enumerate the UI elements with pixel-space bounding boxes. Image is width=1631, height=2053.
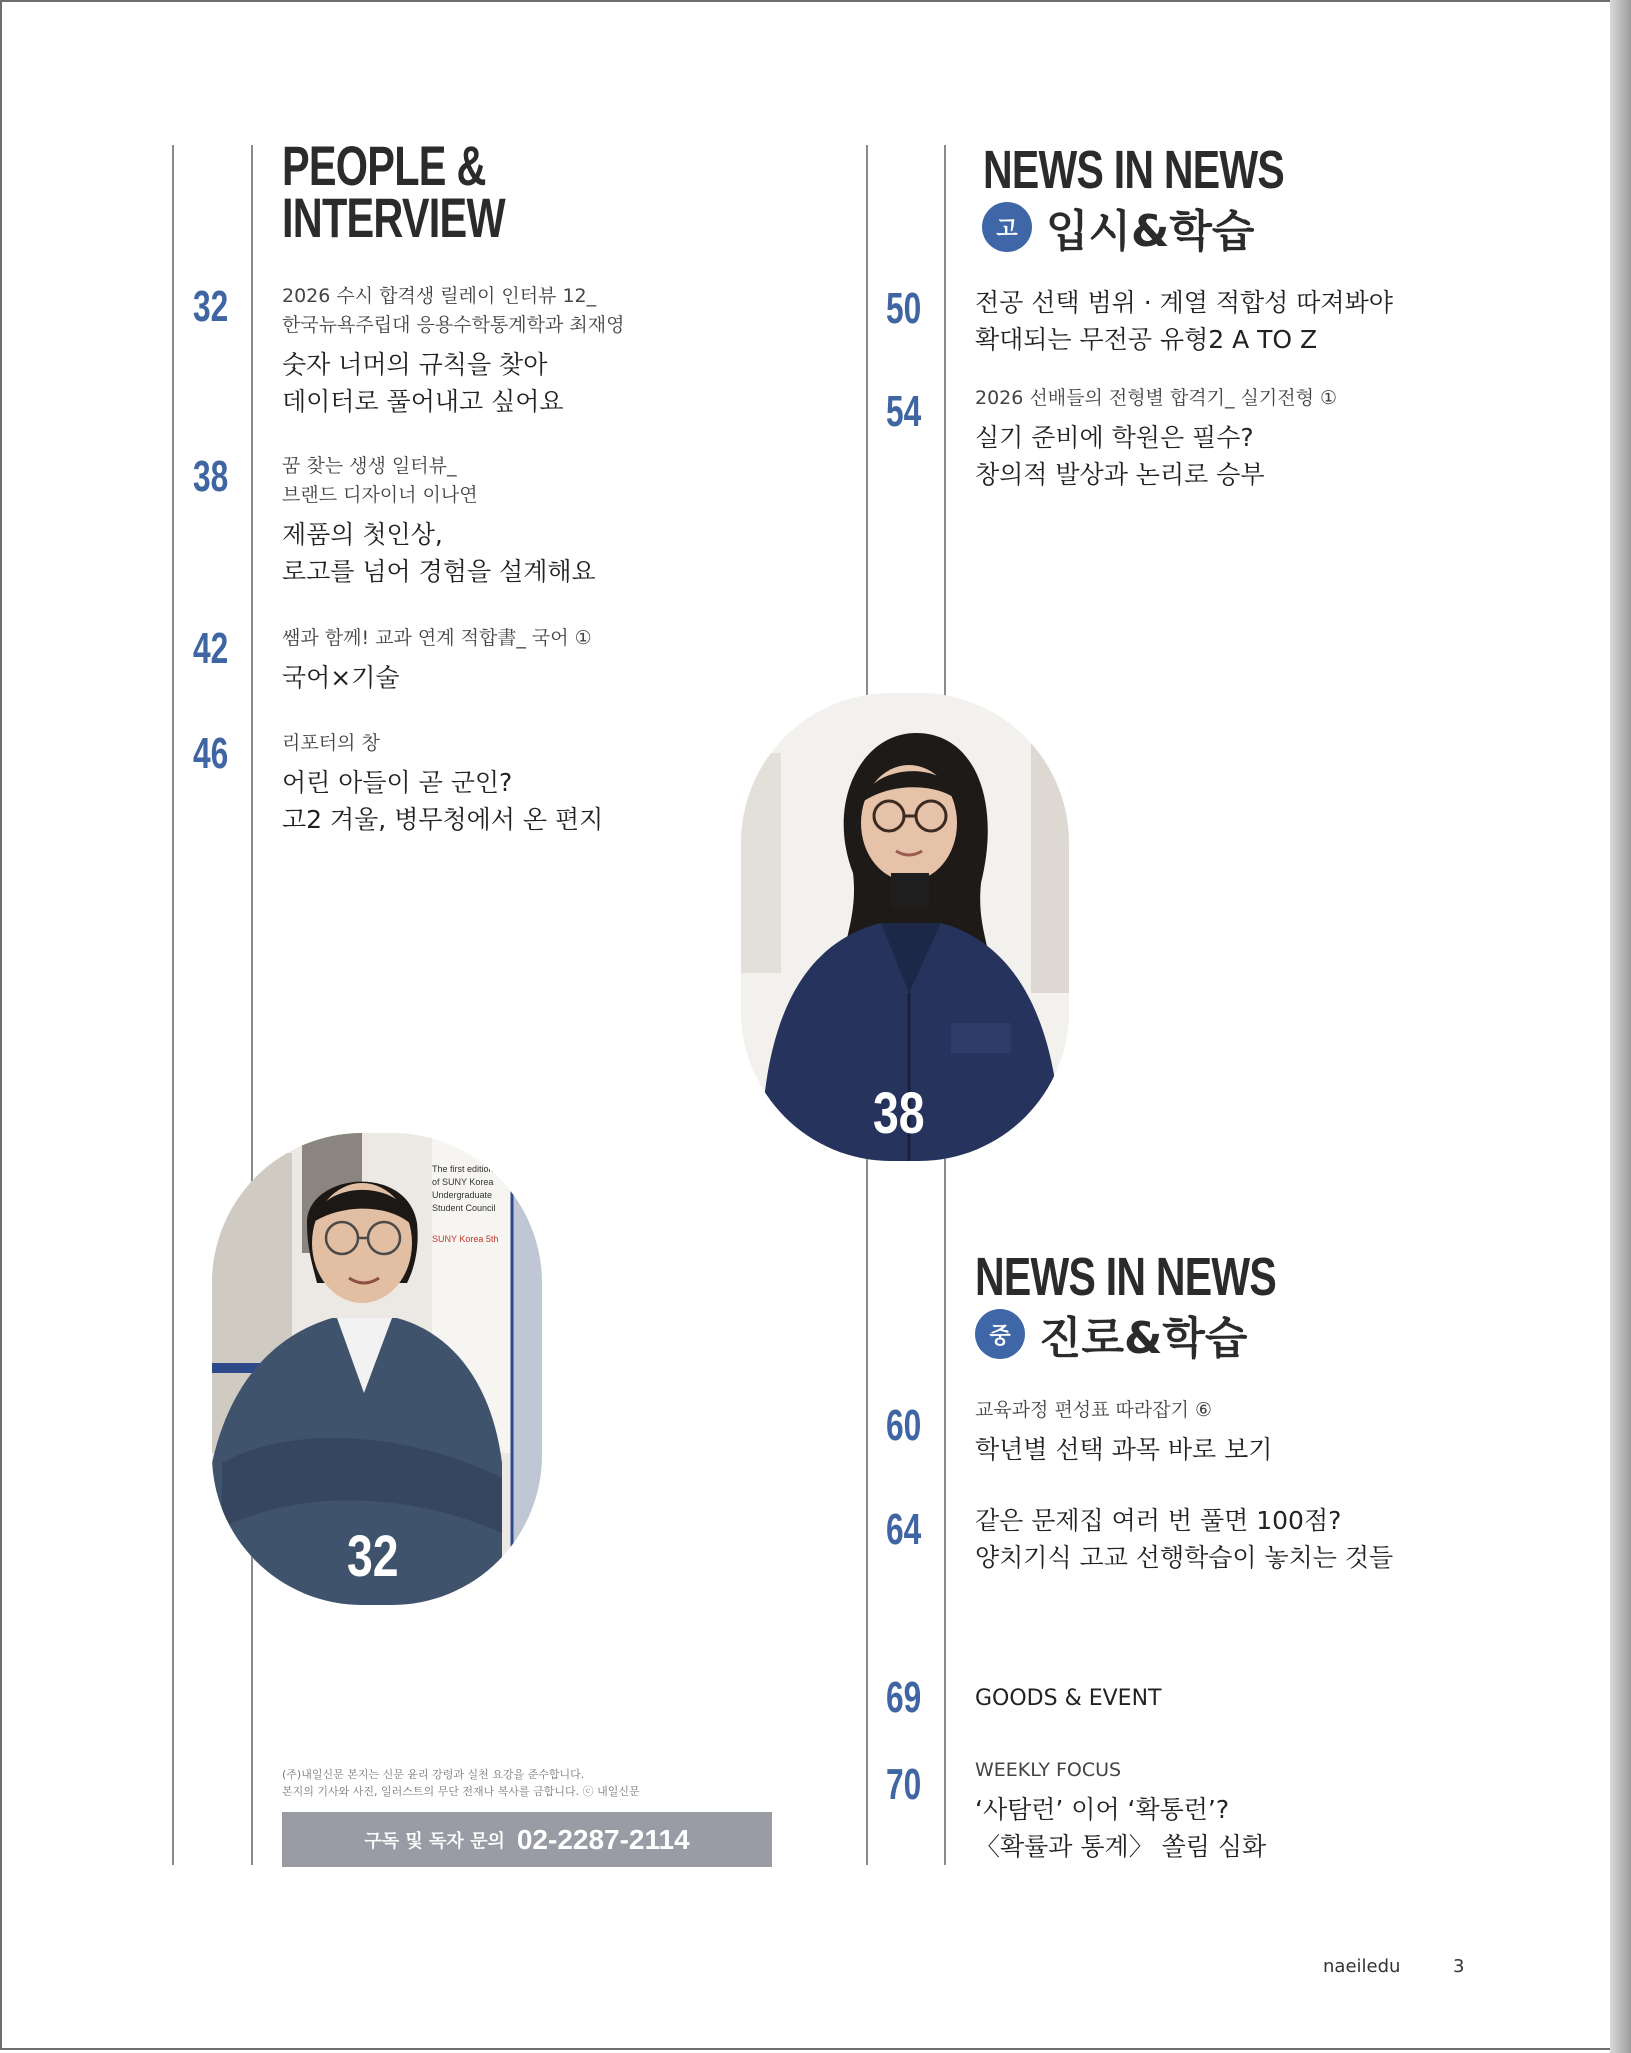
page-number-69: 69 [886,1673,922,1722]
entry-title: 국어×기술 [282,663,400,692]
heading-line-2: INTERVIEW [282,186,505,249]
banner-sign: The first edition of SUNY Korea Undergraduate Student Council SUNY Korea 5th [432,1164,499,1244]
page-number-54: 54 [886,387,922,436]
legal-notice: (주)내일신문 본지는 신문 윤리 강령과 실천 요강을 준수합니다. 본지의 기사와 사진, 일러스트의 무단 전재나 복사를 금합니다. ⓒ 내일신문 [282,1768,640,1798]
entry-kicker: 리포터의 창 [282,732,380,754]
entry-title: ‘사탐런’ 이어 ‘확통런’? 〈확률과 통계〉 쏠림 심화 [975,1795,1267,1861]
footer-brand: naeiledu [1323,1956,1401,1977]
interviewee-photo-38 [741,693,1069,1161]
entry-title: 학년별 선택 과목 바로 보기 [975,1435,1273,1464]
subheading-text: 진로&학습 [1039,1313,1248,1364]
footer-page-number: 3 [1453,1956,1465,1977]
toc-entry-50[interactable] [975,278,1575,358]
page-number-64: 64 [886,1505,922,1554]
entry-kicker: 2026 수시 합격생 릴레이 인터뷰 12_ 한국뉴욕주립대 응용수학통계학과 최재영 [282,285,625,336]
interviewee-photo-32 [212,1133,542,1605]
left-column-rule [251,145,253,1865]
photo-page-label-38: 38 [873,1081,925,1146]
entry-kicker: 꿈 찾는 생생 일터뷰_ 브랜드 디자이너 이나연 [282,455,478,506]
toc-entry-38[interactable] [282,452,842,590]
middle-school-badge: 중 [975,1309,1025,1359]
toc-entry-42[interactable] [282,624,842,696]
high-school-badge: 고 [982,202,1032,252]
entry-title: 같은 문제집 여러 번 풀면 100점? 양치기식 고교 선행학습이 놓치는 것들 [975,1506,1394,1572]
entry-kicker: 쌤과 함께! 교과 연계 적합書_ 국어 ① [282,627,592,649]
toc-entry-64[interactable] [975,1496,1595,1576]
photo-page-label-32: 32 [347,1524,399,1589]
section-heading-news-in-news-middle: NEWS IN NEWS [975,1247,1276,1307]
section-heading-news-in-news-high: NEWS IN NEWS [983,140,1284,200]
contact-label: 구독 및 독자 문의 [364,1830,505,1852]
toc-entry-70[interactable] [975,1756,1575,1865]
toc-entry-32[interactable] [282,282,842,420]
entry-title: 실기 준비에 학원은 필수? 창의적 발상과 논리로 승부 [975,423,1265,489]
entry-title: GOODS & EVENT [975,1686,1162,1711]
heading-line-1: PEOPLE & [282,134,486,197]
entry-title: 어린 아들이 곧 군인? 고2 겨울, 병무청에서 온 편지 [282,768,604,834]
entry-title: 전공 선택 범위 · 계열 적합성 따져봐야 확대되는 무전공 유형2 A TO Z [975,288,1393,354]
entry-kicker: 교육과정 편성표 따라잡기 ⑥ [975,1399,1213,1421]
subheading-admissions-learning [982,195,1254,259]
entry-kicker: WEEKLY FOCUS [975,1759,1122,1781]
subscription-contact-bar[interactable] [282,1812,772,1867]
toc-entry-69[interactable] [975,1674,1575,1717]
entry-kicker: 2026 선배들의 전형별 합격기_ 실기전형 ① [975,387,1338,409]
toc-entry-54[interactable] [975,384,1575,493]
page-number-60: 60 [886,1401,922,1450]
page-number-32: 32 [193,282,229,331]
page-number-42: 42 [193,624,229,673]
subheading-career-learning [975,1302,1247,1366]
page-number-46: 46 [193,729,229,778]
entry-title: 제품의 첫인상, 로고를 넘어 경험을 설계해요 [282,520,596,586]
page-number-38: 38 [193,452,229,501]
contact-phone[interactable]: 02-2287-2114 [516,1823,690,1855]
page-number-70: 70 [886,1760,922,1809]
page-edge-shadow [1610,0,1631,2053]
section-heading-people-interview [282,134,505,249]
entry-title: 숫자 너머의 규칙을 찾아 데이터로 풀어내고 싶어요 [282,350,564,416]
page-number-50: 50 [886,284,922,333]
toc-entry-60[interactable] [975,1396,1575,1468]
subheading-text: 입시&학습 [1046,206,1255,257]
left-margin-rule [172,145,174,1865]
